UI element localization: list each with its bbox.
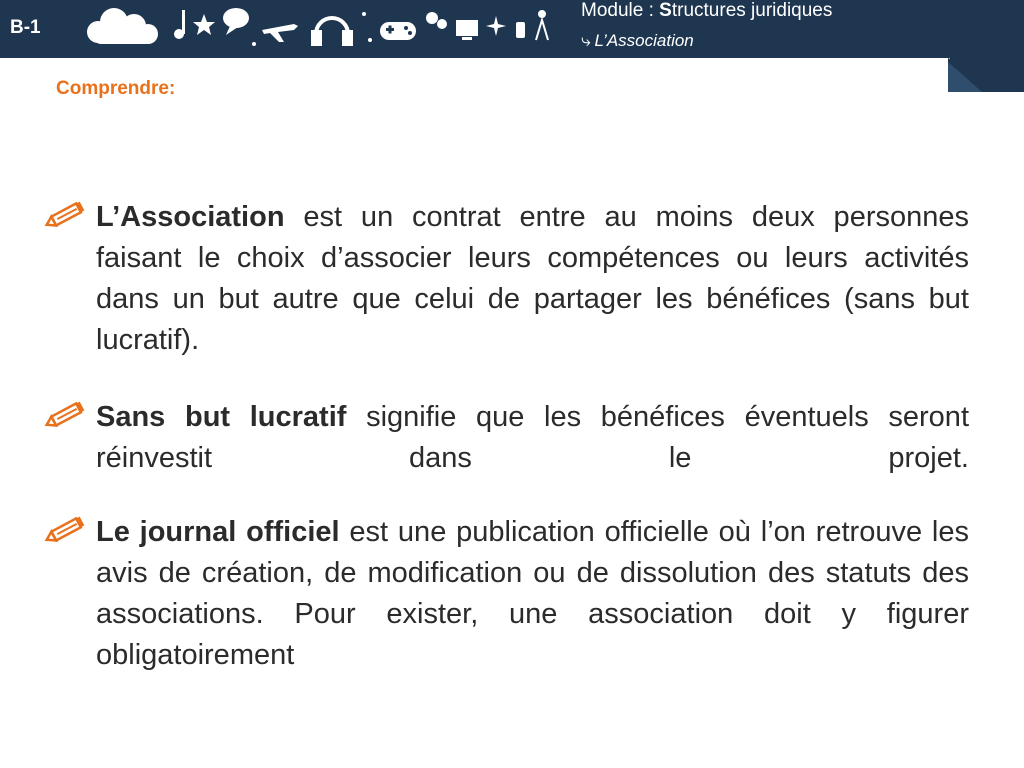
section-title: Comprendre: xyxy=(56,78,176,99)
hobby-icons-decoration xyxy=(84,0,554,56)
gamepad-icon xyxy=(380,22,416,40)
bullet-term: Le journal officiel xyxy=(96,516,340,548)
module-subtitle xyxy=(581,31,694,51)
plane-icon xyxy=(262,24,298,42)
pencil-icon xyxy=(44,397,96,432)
bullet-sans-but-lucratif xyxy=(44,397,984,479)
module-rest: tructures juridiques xyxy=(671,0,833,21)
antenna-icon xyxy=(536,11,548,40)
module-title xyxy=(581,0,832,22)
pencil-icon xyxy=(44,512,96,547)
bullet-text xyxy=(96,512,969,676)
balloon-icon xyxy=(426,12,447,29)
bullet-term: Sans but lucratif xyxy=(96,401,347,433)
arrow-return-icon: ⤷ xyxy=(581,31,591,50)
bullet-body: est un contrat entre au moins deux personnes faisant le choix d’associer leurs compétences ou leurs activités dans un but autre que celui de partager les bénéfices (sans but lucratif). xyxy=(96,201,969,356)
sparkle-icon xyxy=(486,16,506,36)
bullet-text xyxy=(96,397,969,479)
bullet-body: signifie que les bénéfices éventuels seront réinvestit dans le projet. xyxy=(96,401,969,474)
module-initial: S xyxy=(659,0,672,21)
music-note-icon xyxy=(174,10,185,39)
module-prefix: Module : xyxy=(581,0,660,21)
headphones-icon xyxy=(313,18,351,44)
bullet-term: L’Association xyxy=(96,201,285,233)
subtitle-text: L’Association xyxy=(594,31,694,50)
pencil-icon xyxy=(44,197,96,232)
speech-bubble-icon xyxy=(223,8,249,35)
star-icon xyxy=(193,14,215,35)
computer-icon xyxy=(456,20,478,40)
bullet-association xyxy=(44,197,984,361)
cloud-icon xyxy=(87,8,158,44)
bullet-text xyxy=(96,197,969,361)
slide-code: B-1 xyxy=(10,17,41,38)
bullet-journal-officiel xyxy=(44,512,984,676)
bullet-body: est une publication officielle où l’on retrouve les avis de création, de modification ou de dissolution des statuts des associations. Pour exister, une association doit y figurer obligatoirement xyxy=(96,516,969,671)
mobile-icon xyxy=(516,22,525,38)
